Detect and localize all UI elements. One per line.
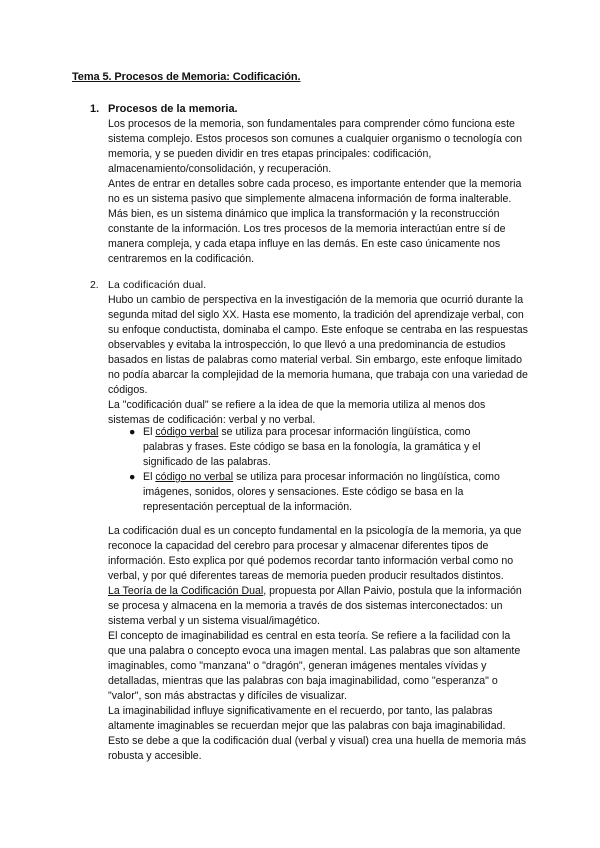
nonverbal-code-term: código no verbal bbox=[155, 471, 234, 483]
coding-bullet-list bbox=[129, 425, 511, 515]
section-2-paragraph-4: La Teoría de la Codificación Dual, propuesta por Allan Paivio, postula que la información se procesa y almacena en la memoria a través de dos sistemas interconectados: un sistema verbal y un sistema visual/imagético. bbox=[108, 585, 522, 627]
section-1-heading: Procesos de la memoria. bbox=[108, 103, 238, 115]
section-2-continuation bbox=[108, 524, 528, 764]
page-title: Tema 5. Procesos de Memoria: Codificación. bbox=[72, 71, 301, 83]
section-2-paragraph-3: La codificación dual es un concepto fundamental en la psicología de la memoria, ya que reconoce la capacidad del cerebro para procesar y almacenar diferentes tipos de información. Esto explica por qué podemos recordar tanto información verbal como no verbal, y por qué diferentes tareas de memoria pueden producir resultados distintos. bbox=[108, 525, 522, 582]
section-2-number: 2. bbox=[90, 280, 99, 291]
section-2-paragraph-2: La "codificación dual" se refiere a la idea de que la memoria utiliza al menos dos sistemas de codificación: verbal y no verbal. bbox=[108, 399, 486, 426]
bullet-item-nonverbal-code: ● El código no verbal se utiliza para procesar información no lingüística, como imágenes, sonidos, olores y sensaciones. Este código se basa en la representación perceptual de la información. bbox=[129, 471, 500, 513]
section-2-paragraph-6: La imaginabilidad influye significativamente en el recuerdo, por tanto, las palabras altamente imaginables se recuerdan mejor que las palabras con baja imaginabilidad. Esto se debe a que la codificación dual (verbal y visual) crea una huella de memoria más robusta y accesible. bbox=[108, 705, 527, 762]
bullet-dot-icon: ● bbox=[129, 426, 136, 438]
section-2-intro bbox=[108, 293, 528, 428]
verbal-code-term: código verbal bbox=[155, 426, 219, 438]
bullet-item-verbal-code: ● El código verbal se utiliza para procesar información lingüística, como palabras y frases. Este código se basa en la fonología, la gramática y el significado de las palabras. bbox=[129, 426, 481, 468]
section-2-paragraph-1: Hubo un cambio de perspectiva en la investigación de la memoria que ocurrió durante la segunda mitad del siglo XX. Hasta ese momento, la tradición del aprendizaje verbal, con su enfoque conductista, dominaba el campo. Este enfoque se centraba en las respuestas observables y evitaba la introspección, lo que llevó a una predominancia de estudios basados en listas de palabras como material verbal. Sin embargo, este enfoque limitado no podía abarcar la complejidad de la memoria humana, que trabaja con una variedad de códigos. bbox=[108, 294, 528, 396]
section-1-body bbox=[108, 117, 528, 267]
section-1-number: 1. bbox=[90, 103, 100, 115]
section-2-paragraph-5: El concepto de imaginabilidad es central en esta teoría. Se refiere a la facilidad con la que una palabra o concepto evoca una imagen mental. Las palabras que son altamente imaginables, como "manzana" o "dragón", generan imágenes mentales vívidas y detalladas, mientras que las palabras con baja imaginabilidad, como "esperanza" o "valor", son más abstractas y difíciles de visualizar. bbox=[108, 630, 521, 702]
dual-coding-theory-term: La Teoría de la Codificación Dual bbox=[108, 585, 264, 597]
section-2-heading: La codificación dual. bbox=[108, 280, 207, 291]
bullet-dot-icon: ● bbox=[129, 471, 136, 483]
section-1-paragraph-1: Los procesos de la memoria, son fundamentales para comprender cómo funciona este sistema complejo. Estos procesos son comunes a cualquier organismo o tecnología con memoria, y se pueden dividir en tres etapas principales: codificación, almacenamiento/consolidación, y recuperación. bbox=[108, 118, 522, 175]
section-1-paragraph-2: Antes de entrar en detalles sobre cada proceso, es importante entender que la memoria no es un sistema pasivo que simplemente almacena información de forma inalterable. Más bien, es un sistema dinámico que implica la transformación y la reconstrucción constante de la información. Los tres procesos de la memoria interactúan entre sí de manera compleja, y cada etapa influye en las demás. En este caso únicamente nos centraremos en la codificación. bbox=[108, 178, 522, 265]
